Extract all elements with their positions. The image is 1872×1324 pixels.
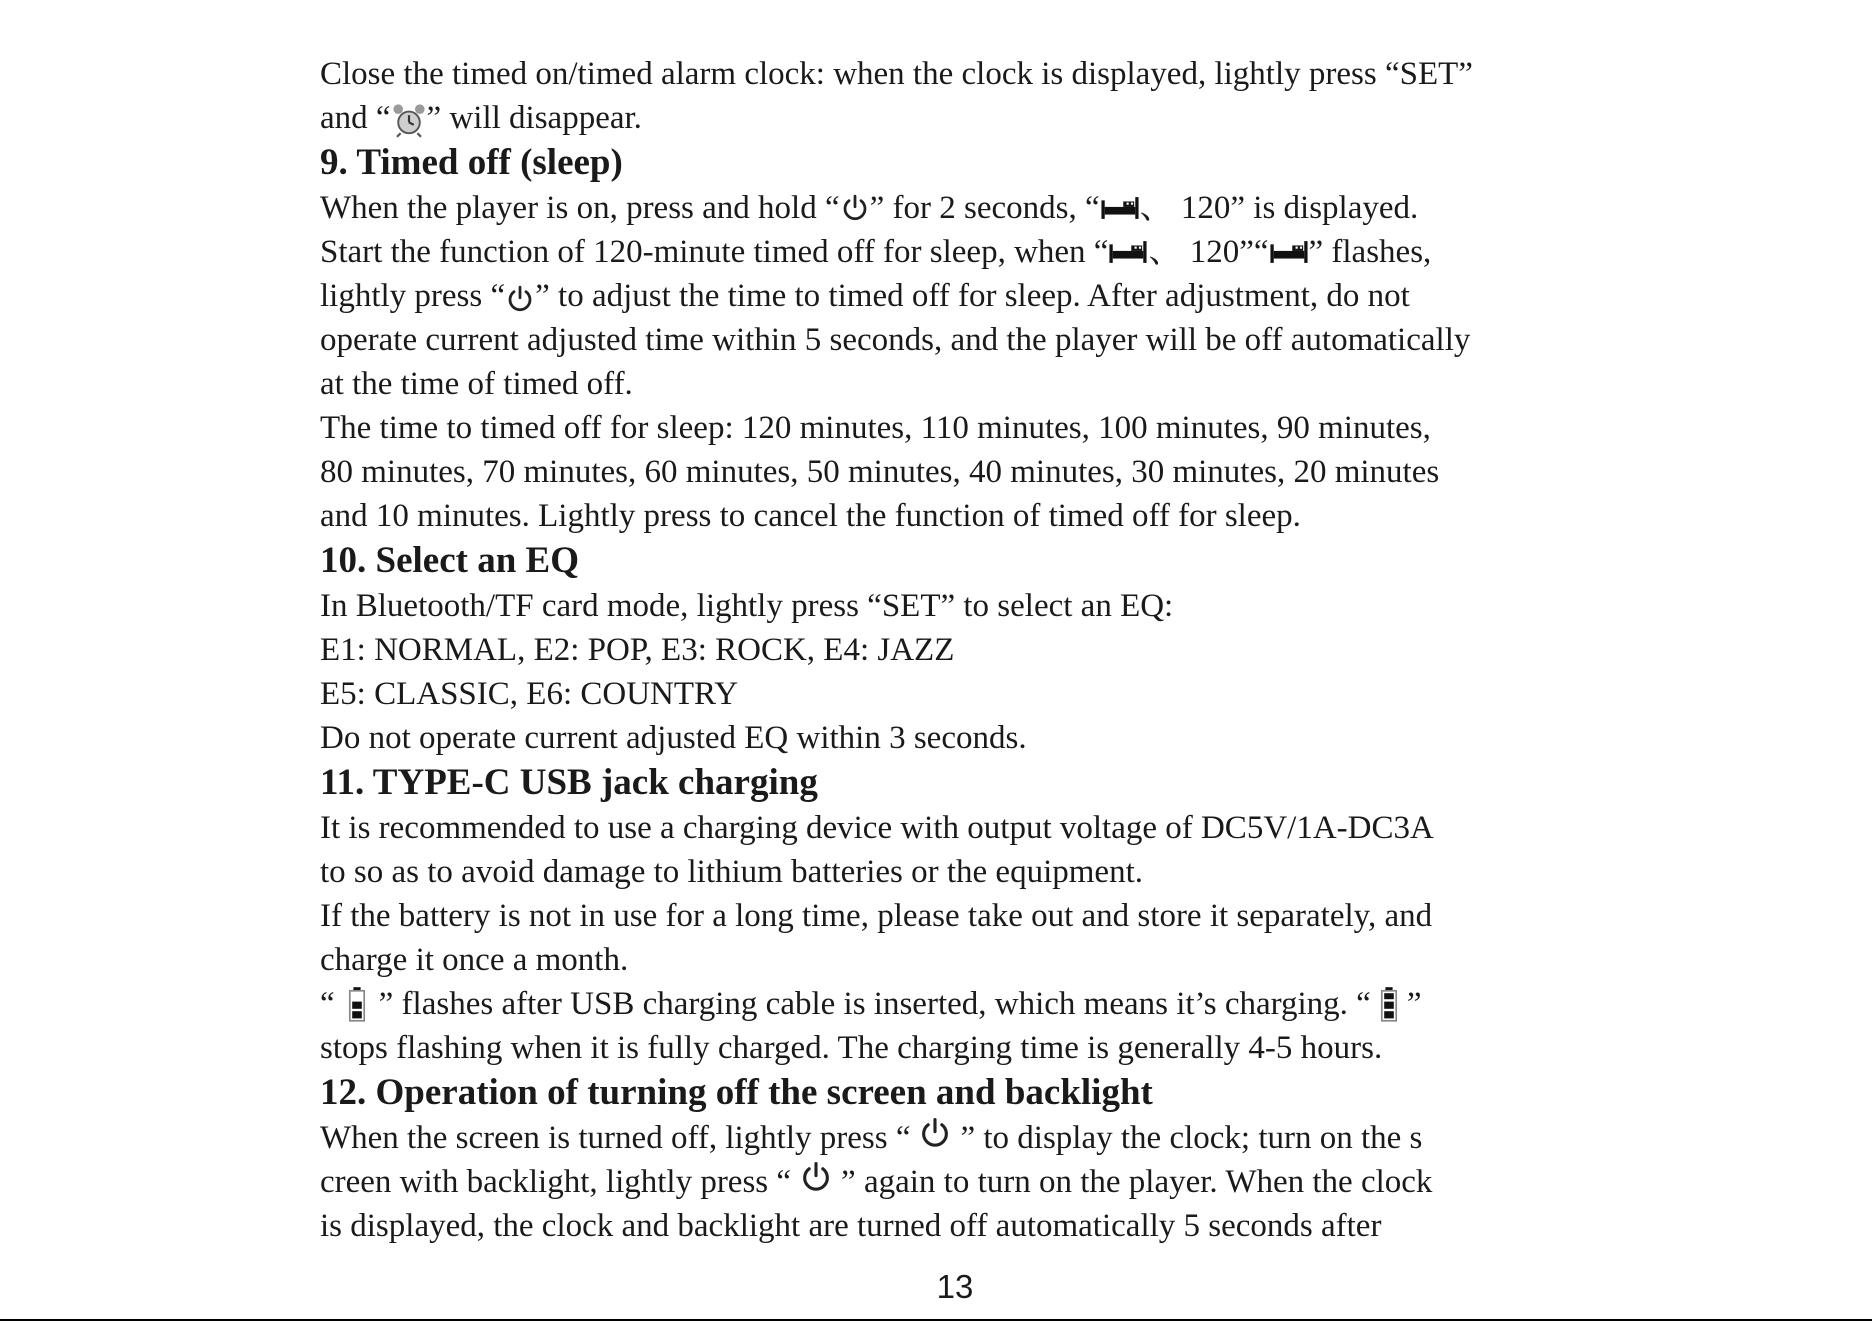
page-bottom-rule bbox=[0, 1319, 1872, 1321]
section-11-line: stops flashing when it is fully charged. The charging time is generally 4-5 hours. bbox=[320, 1030, 1383, 1066]
alarm-clock-icon bbox=[391, 102, 427, 138]
section-11-heading: 11. TYPE-C USB jack charging bbox=[320, 762, 818, 803]
section-9-line: When the player is on, press and hold “ ” for 2 seconds, “ 、 120” is displayed. bbox=[320, 190, 1419, 226]
section-9-heading: 9. Timed off (sleep) bbox=[320, 142, 623, 183]
sleep-bed-icon bbox=[1100, 196, 1140, 220]
section-12-line: is displayed, the clock and backlight are turned off automatically 5 seconds after bbox=[320, 1208, 1382, 1244]
intro-line: and “ ” will disappear. bbox=[320, 100, 642, 136]
section-11-line: “ ” flashes after USB charging cable is inserted, which means it’s charging. “ ” bbox=[320, 986, 1422, 1022]
sleep-bed-icon bbox=[1108, 240, 1148, 264]
page-number: 13 bbox=[936, 1268, 974, 1305]
section-11-line: If the battery is not in use for a long time, please take out and store it separately, and bbox=[320, 898, 1433, 934]
section-10-heading: 10. Select an EQ bbox=[320, 540, 579, 581]
section-10-line: In Bluetooth/TF card mode, lightly press “SET” to select an EQ: bbox=[320, 588, 1174, 624]
sleep-bed-icon bbox=[1269, 240, 1309, 264]
section-9-line: The time to timed off for sleep: 120 minutes, 110 minutes, 100 minutes, 90 minutes, bbox=[320, 410, 1431, 446]
section-9-line: and 10 minutes. Lightly press to cancel the function of timed off for sleep. bbox=[320, 498, 1301, 534]
section-12-heading: 12. Operation of turning off the screen and backlight bbox=[320, 1072, 1153, 1113]
section-11-line: charge it once a month. bbox=[320, 942, 629, 978]
section-11-line: It is recommended to use a charging device with output voltage of DC5V/1A-DC3A bbox=[320, 810, 1434, 846]
section-9-line: at the time of timed off. bbox=[320, 366, 633, 402]
power-icon bbox=[918, 1116, 952, 1150]
power-icon bbox=[840, 193, 870, 223]
manual-page bbox=[320, 52, 1610, 1248]
power-icon bbox=[505, 284, 535, 314]
power-icon bbox=[799, 1160, 833, 1194]
section-9-line: 80 minutes, 70 minutes, 60 minutes, 50 minutes, 40 minutes, 30 minutes, 20 minutes bbox=[320, 454, 1440, 490]
section-12-line: When the screen is turned off, lightly press “ ” to display the clock; turn on the s bbox=[320, 1116, 1610, 1160]
section-10-line: Do not operate current adjusted EQ within 3 seconds. bbox=[320, 720, 1027, 756]
section-10-line: E1: NORMAL, E2: POP, E3: ROCK, E4: JAZZ bbox=[320, 632, 955, 668]
battery-charging-icon bbox=[345, 986, 369, 1022]
section-12-line: creen with backlight, lightly press “ ” again to turn on the player. When the clock bbox=[320, 1160, 1610, 1204]
section-11-line: to so as to avoid damage to lithium batteries or the equipment. bbox=[320, 854, 1143, 890]
section-9-line: lightly press “ ” to adjust the time to timed off for sleep. After adjustment, do not bbox=[320, 278, 1410, 314]
section-9-line: Start the function of 120-minute timed off for sleep, when “ 、 120”“ ” flashes, bbox=[320, 234, 1432, 270]
section-10-line: E5: CLASSIC, E6: COUNTRY bbox=[320, 676, 739, 712]
section-9-line: operate current adjusted time within 5 seconds, and the player will be off automatically bbox=[320, 322, 1471, 358]
battery-full-icon bbox=[1377, 986, 1401, 1022]
intro-line: Close the timed on/timed alarm clock: when the clock is displayed, lightly press “SET” bbox=[320, 56, 1473, 92]
